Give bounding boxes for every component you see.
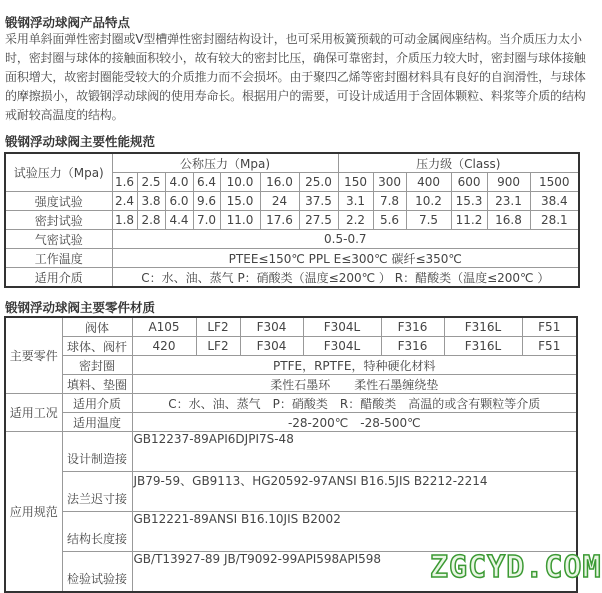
cell: 7.0 [193,211,220,230]
cell: 7.5 [406,211,451,230]
row-label: 气密试验 [5,230,112,249]
row-label: 填料、垫圈 [62,375,132,394]
column-header: 2.5 [137,173,165,192]
column-header: 4.0 [165,173,193,192]
table-row [5,317,577,337]
cell: C：水、油、蒸气 P：硝酸类 R：醋酸类 高温的或含有颗粒等介质 [132,394,577,413]
cell: 2.4 [112,192,137,211]
row-label: 法兰迟寸接 [62,472,132,512]
cell: 7.8 [373,192,406,211]
cell: PTEE≤150℃ PPL E≤300℃ 碳纤≤350℃ [112,249,579,268]
cell: 11.0 [220,211,260,230]
cell: 15.0 [220,192,260,211]
row-label: 结构长度接 [62,512,132,552]
cell: GB/T13927-89 JB/T9092-99API598API598 [132,552,577,593]
column-header: 10.0 [220,173,260,192]
table-row [5,249,579,268]
cell: 23.1 [487,192,530,211]
table-row [5,413,577,432]
cell: 10.2 [406,192,451,211]
cell: 420 [132,337,196,356]
column-header: 25.0 [299,173,338,192]
cell: 2.8 [137,211,165,230]
table-row [5,268,579,288]
row-label: 密封试验 [5,211,112,230]
cell: F304 [240,317,303,337]
row-label: 适用温度 [62,413,132,432]
cell: 11.2 [451,211,487,230]
table-row [5,192,579,211]
cell: 4.4 [165,211,193,230]
cell: F304L [303,337,381,356]
cell: F51 [522,337,577,356]
cell: 0.5-0.7 [112,230,579,249]
performance-title: 锻钢浮动球阀主要性能规范 [5,134,156,149]
cell: LF2 [196,337,240,356]
row-label: 阀体 [62,317,132,337]
cell: 柔性石墨环 柔性石墨缠绕垫 [132,375,577,394]
group-specs: 应用规范 [5,432,62,593]
cell: 38.4 [530,192,579,211]
cell: JB79-59、GB9113、HG20592-97ANSI B16.5JIS B2212-2214 [132,472,577,512]
cell: GB12237-89API6DJPI7S-48 [132,432,577,472]
cell: A105 [132,317,196,337]
pressure-class-header: 压力级（Class) [338,153,579,173]
cell: LF2 [196,317,240,337]
cell: 37.5 [299,192,338,211]
group-conditions: 适用工况 [5,394,62,432]
column-header: 1.6 [112,173,137,192]
materials-title: 锻钢浮动球阀主要零件材质 [5,300,156,315]
cell: F316L [444,337,522,356]
cell: 15.3 [451,192,487,211]
features-body: 采用单斜面弹性密封圈或V型槽弹性密封圈结构设计，也可采用板簧预载的可动金属阀座结构。当介质压力太小时，密封圈与球体的接触面积较小，故有较大的密封比压，确保可靠密封，介质压力较大时，密封圈与球体接触面积增大，故密封圈能受较大的介质推力而不会损坏。由于聚四乙烯等密封圈材料具有良好的自润滑性，与球体的摩擦损小，故锻钢浮动球阀的使用寿命长。根据用户的需要，可设计成适用于含固体颗粒、料浆等介质的结构戒耐较高温度的结构。 [5,32,586,122]
table-row [5,375,577,394]
column-header: 1500 [530,173,579,192]
column-header: 600 [451,173,487,192]
cell: -28-200℃ -28-500℃ [132,413,577,432]
cell: PTFE，RPTFE，特种硬化材料 [132,356,577,375]
corner-header: 试验压力（Mpa) [5,153,112,192]
cell: 2.2 [338,211,373,230]
cell: F316 [381,317,444,337]
row-label: 设计制造接 [62,432,132,472]
cell: F51 [522,317,577,337]
cell: F304L [303,317,381,337]
watermark-logo: ZGCYD.COM [430,550,602,585]
cell: 1.8 [112,211,137,230]
table-row [5,211,579,230]
cell: 3.1 [338,192,373,211]
column-header: 400 [406,173,451,192]
table-row [5,512,577,552]
column-header: 150 [338,173,373,192]
cell: 6.0 [165,192,193,211]
group-main-parts: 主要零件 [5,317,62,394]
row-label: 适用介质 [5,268,112,288]
table-row [5,394,577,413]
cell: 24 [260,192,299,211]
cell: F304 [240,337,303,356]
row-label: 密封圈 [62,356,132,375]
column-header: 16.0 [260,173,299,192]
cell: 3.8 [137,192,165,211]
cell: C：水、油、蒸气 P：硝酸类（温度≤200℃ ） R：醋酸类（温度≤200℃ ） [112,268,579,288]
cell: F316L [444,317,522,337]
column-header: 900 [487,173,530,192]
cell: 16.8 [487,211,530,230]
cell: GB12221-89ANSI B16.10JIS B2002 [132,512,577,552]
row-label: 检验试验接 [62,552,132,593]
row-label: 适用介质 [62,394,132,413]
row-label: 工作温度 [5,249,112,268]
performance-table [4,152,580,288]
column-header: 300 [373,173,406,192]
cell: 5.6 [373,211,406,230]
cell: 9.6 [193,192,220,211]
cell: 28.1 [530,211,579,230]
row-label: 球体、阀杆 [62,337,132,356]
cell: 17.6 [260,211,299,230]
table-row [5,472,577,512]
table-row [5,432,577,472]
cell: 27.5 [299,211,338,230]
nominal-pressure-header: 公称压力（Mpa) [112,153,338,173]
table-row [5,337,577,356]
cell: F316 [381,337,444,356]
table-row [5,230,579,249]
column-header: 6.4 [193,173,220,192]
row-label: 强度试验 [5,192,112,211]
table-row [5,356,577,375]
features-title: 锻钢浮动球阀产品特点 [5,15,131,30]
